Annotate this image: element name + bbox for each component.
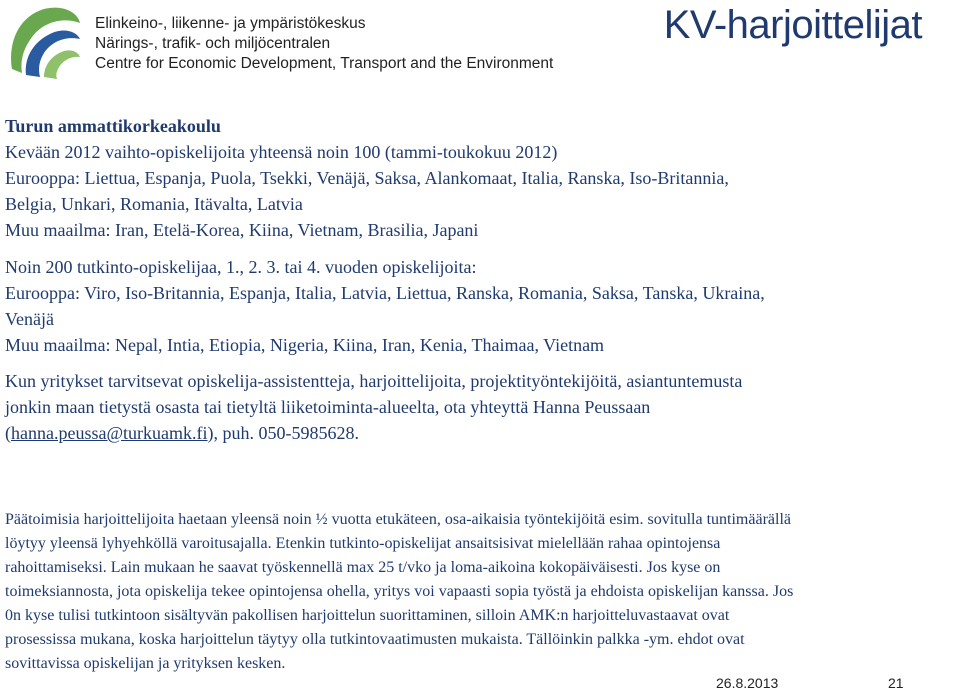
note-line: sovittavissa opiskelijan ja yrityksen kesken.: [5, 655, 286, 672]
org-name-fi: Elinkeino-, liikenne- ja ympäristökeskus: [95, 15, 366, 32]
text-line: Muu maailma: Iran, Etelä-Korea, Kiina, Vietnam, Brasilia, Japani: [5, 220, 479, 240]
text-line: Noin 200 tutkinto-opiskelijaa, 1., 2. 3. tai 4. vuoden opiskelijoita:: [5, 257, 477, 277]
text-line: Eurooppa: Viro, Iso-Britannia, Espanja, Italia, Latvia, Liettua, Ranska, Romania, Saksa, Tanska, Ukraina,: [5, 283, 765, 303]
slide-content: [5, 113, 955, 446]
slide-title: KV-harjoittelijat: [663, 3, 922, 47]
text-line: Venäjä: [5, 309, 54, 329]
note-line: löytyy yleensä lyhyehköllä varoitusajalla. Etenkin tutkinto-opiskelijat ansaitsisivat mielellään rahaa opintojensa: [5, 535, 721, 552]
text-line: Belgia, Unkari, Romania, Itävalta, Latvia: [5, 194, 303, 214]
org-name-sv: Närings-, trafik- och miljöcentralen: [95, 35, 331, 52]
ely-centre-logo: [4, 3, 82, 79]
note-line: 0n kyse tulisi tutkintoon sisältyvän pakollisen harjoittelun suorittaminen, silloin AMK:n harjoitteluvastaavat ovat: [5, 607, 730, 624]
contact-line: [5, 420, 955, 446]
text-line: Kevään 2012 vaihto-opiskelijoita yhteensä noin 100 (tammi-toukokuu 2012): [5, 142, 558, 162]
text-line: Muu maailma: Nepal, Intia, Etiopia, Nigeria, Kiina, Iran, Kenia, Thaimaa, Vietnam: [5, 335, 605, 355]
contact-open: (: [5, 423, 11, 443]
text-line: Eurooppa: Liettua, Espanja, Puola, Tsekki, Venäjä, Saksa, Alankomaat, Italia, Ranska, Iso-Britannia,: [5, 168, 729, 188]
text-line: jonkin maan tietystä osasta tai tietyltä liiketoiminta-alueelta, ota yhteyttä Hanna Peussaan: [5, 397, 651, 417]
contact-phone: ), puh. 050-5985628.: [207, 423, 360, 443]
notes-paragraph: [5, 508, 960, 676]
note-line: Päätoimisia harjoittelijoita haetaan yleensä noin ½ vuotta etukäteen, osa-aikaisia työntekijöitä esim. sovitulla tuntimäärällä: [5, 511, 791, 528]
note-line: prosessissa mukana, koska harjoittelun täytyy olla tutkintovaatimusten mukaista. Tällöinkin palkka -ym. ehdot ovat: [5, 631, 745, 648]
organization-name: [95, 14, 553, 74]
note-line: toimeksiannosta, jota opiskelija tekee opintojensa ohella, yritys voi vapaasti sopia työstä ja ehdoista opiskelijan kanssa. Jos: [5, 583, 794, 600]
slide-header: [0, 0, 960, 90]
section-heading: Turun ammattikorkeakoulu: [5, 116, 221, 136]
page-number: 21: [888, 675, 904, 691]
footer-date: 26.8.2013: [716, 675, 779, 691]
org-name-en: Centre for Economic Development, Transport and the Environment: [95, 55, 554, 72]
note-line: rahoittamiseksi. Lain mukaan he saavat työskennellä max 25 t/vko ja loma-aikoina kokopäiväisesti. Jos kyse on: [5, 559, 721, 576]
email-link[interactable]: hanna.peussa@turkuamk.fi: [11, 423, 208, 443]
text-line: Kun yritykset tarvitsevat opiskelija-assistentteja, harjoittelijoita, projektityöntekijöitä, asiantuntemusta: [5, 371, 743, 391]
